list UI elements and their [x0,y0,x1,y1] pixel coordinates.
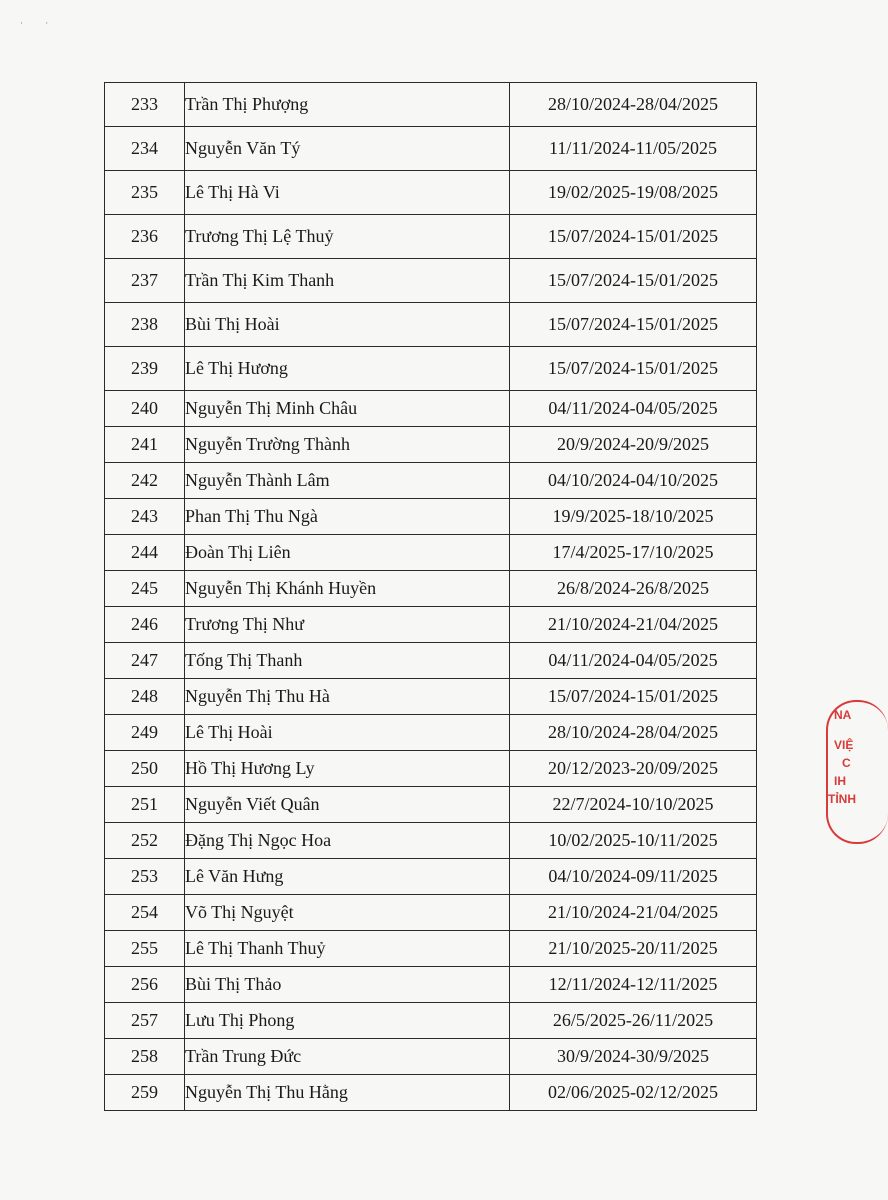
name-cell: Hồ Thị Hương Ly [185,751,510,787]
name-cell: Trương Thị Lệ Thuỷ [185,215,510,259]
name-cell: Võ Thị Nguyệt [185,895,510,931]
stamp-text: TỈNH [828,792,856,806]
period-cell: 15/07/2024-15/01/2025 [510,303,757,347]
table-row [105,643,757,679]
name-cell: Nguyễn Viết Quân [185,787,510,823]
row-number-cell: 250 [105,751,185,787]
name-cell: Trần Thị Phượng [185,83,510,127]
period-cell: 15/07/2024-15/01/2025 [510,347,757,391]
period-cell: 10/02/2025-10/11/2025 [510,823,757,859]
table-row [105,823,757,859]
table-row [105,391,757,427]
table-row [105,463,757,499]
row-number-cell: 235 [105,171,185,215]
stamp-text: C [842,756,851,770]
name-cell: Nguyễn Thị Khánh Huyền [185,571,510,607]
row-number-cell: 238 [105,303,185,347]
table-row [105,83,757,127]
period-cell: 20/9/2024-20/9/2025 [510,427,757,463]
table-row [105,967,757,1003]
name-cell: Nguyễn Thị Minh Châu [185,391,510,427]
name-cell: Nguyễn Trường Thành [185,427,510,463]
row-number-cell: 243 [105,499,185,535]
table-row [105,127,757,171]
period-cell: 28/10/2024-28/04/2025 [510,715,757,751]
table-row [105,347,757,391]
period-cell: 22/7/2024-10/10/2025 [510,787,757,823]
name-cell: Trương Thị Như [185,607,510,643]
table-row [105,679,757,715]
row-number-cell: 251 [105,787,185,823]
table-row [105,607,757,643]
period-cell: 26/8/2024-26/8/2025 [510,571,757,607]
table-row [105,751,757,787]
period-cell: 15/07/2024-15/01/2025 [510,259,757,303]
row-number-cell: 248 [105,679,185,715]
name-cell: Tống Thị Thanh [185,643,510,679]
stamp-text: NA [834,708,852,722]
row-number-cell: 245 [105,571,185,607]
period-cell: 04/11/2024-04/05/2025 [510,391,757,427]
name-cell: Nguyễn Thành Lâm [185,463,510,499]
period-cell: 15/07/2024-15/01/2025 [510,679,757,715]
row-number-cell: 241 [105,427,185,463]
row-number-cell: 239 [105,347,185,391]
table-row [105,895,757,931]
row-number-cell: 253 [105,859,185,895]
row-number-cell: 255 [105,931,185,967]
table-row [105,499,757,535]
name-cell: Đoàn Thị Liên [185,535,510,571]
name-cell: Nguyễn Văn Tý [185,127,510,171]
name-cell: Lê Thị Hương [185,347,510,391]
name-cell: Lê Thị Thanh Thuỷ [185,931,510,967]
table-row [105,859,757,895]
roster-body [105,83,757,1111]
name-cell: Bùi Thị Hoài [185,303,510,347]
table-row [105,535,757,571]
stamp-text: VIỆ [834,738,854,752]
period-cell: 19/9/2025-18/10/2025 [510,499,757,535]
name-cell: Lưu Thị Phong [185,1003,510,1039]
period-cell: 21/10/2024-21/04/2025 [510,895,757,931]
period-cell: 02/06/2025-02/12/2025 [510,1075,757,1111]
period-cell: 04/10/2024-04/10/2025 [510,463,757,499]
period-cell: 17/4/2025-17/10/2025 [510,535,757,571]
name-cell: Bùi Thị Thảo [185,967,510,1003]
table-row [105,171,757,215]
row-number-cell: 237 [105,259,185,303]
red-stamp-fragment [826,700,866,840]
period-cell: 15/07/2024-15/01/2025 [510,215,757,259]
table-row [105,303,757,347]
scan-marks: · · [20,18,59,28]
row-number-cell: 252 [105,823,185,859]
name-cell: Phan Thị Thu Ngà [185,499,510,535]
name-cell: Lê Thị Hoài [185,715,510,751]
row-number-cell: 249 [105,715,185,751]
table-row [105,571,757,607]
table-row [105,259,757,303]
period-cell: 21/10/2024-21/04/2025 [510,607,757,643]
name-cell: Lê Văn Hưng [185,859,510,895]
row-number-cell: 244 [105,535,185,571]
row-number-cell: 247 [105,643,185,679]
table-row [105,715,757,751]
name-cell: Lê Thị Hà Vi [185,171,510,215]
name-cell: Trần Trung Đức [185,1039,510,1075]
name-cell: Nguyễn Thị Thu Hằng [185,1075,510,1111]
row-number-cell: 254 [105,895,185,931]
period-cell: 20/12/2023-20/09/2025 [510,751,757,787]
period-cell: 30/9/2024-30/9/2025 [510,1039,757,1075]
name-cell: Trần Thị Kim Thanh [185,259,510,303]
row-number-cell: 257 [105,1003,185,1039]
period-cell: 19/02/2025-19/08/2025 [510,171,757,215]
row-number-cell: 246 [105,607,185,643]
table-row [105,427,757,463]
table-row [105,787,757,823]
roster-table [104,82,757,1111]
row-number-cell: 259 [105,1075,185,1111]
row-number-cell: 258 [105,1039,185,1075]
name-cell: Nguyễn Thị Thu Hà [185,679,510,715]
table-row [105,215,757,259]
period-cell: 28/10/2024-28/04/2025 [510,83,757,127]
period-cell: 04/11/2024-04/05/2025 [510,643,757,679]
period-cell: 21/10/2025-20/11/2025 [510,931,757,967]
row-number-cell: 240 [105,391,185,427]
row-number-cell: 233 [105,83,185,127]
period-cell: 04/10/2024-09/11/2025 [510,859,757,895]
table-row [105,1039,757,1075]
row-number-cell: 236 [105,215,185,259]
table-row [105,1075,757,1111]
period-cell: 11/11/2024-11/05/2025 [510,127,757,171]
name-cell: Đặng Thị Ngọc Hoa [185,823,510,859]
period-cell: 26/5/2025-26/11/2025 [510,1003,757,1039]
stamp-text: IH [834,774,846,788]
row-number-cell: 256 [105,967,185,1003]
table-row [105,931,757,967]
row-number-cell: 242 [105,463,185,499]
period-cell: 12/11/2024-12/11/2025 [510,967,757,1003]
table-row [105,1003,757,1039]
row-number-cell: 234 [105,127,185,171]
